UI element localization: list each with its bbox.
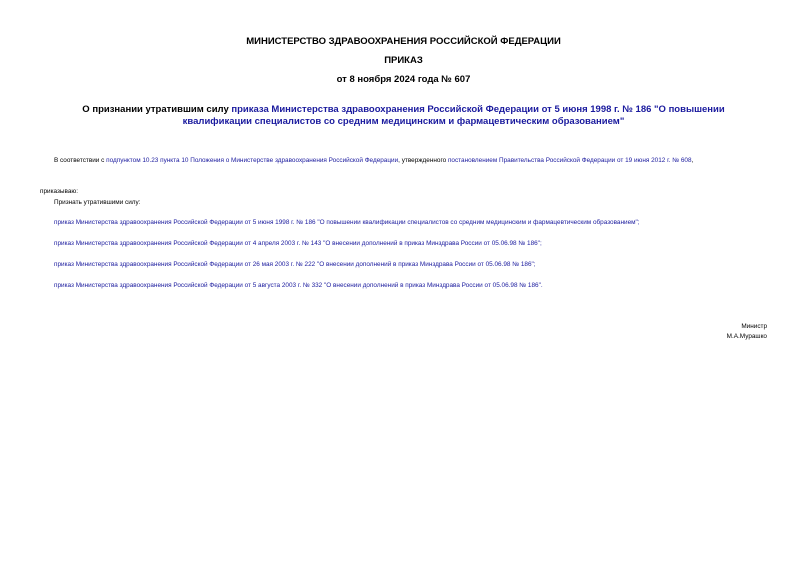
list-item xyxy=(40,218,784,227)
intro-link-decree[interactable]: постановлением Правительства Российской Федерации от 19 июня 2012 г. № 608 xyxy=(447,157,692,164)
doc-type: ПРИКАЗ xyxy=(384,55,423,66)
repealed-order-link-2[interactable]: приказ Министерства здравоохранения Российской Федерации от 4 апреля 2003 г. № 143 "О внесении дополнений в приказ Минздрава России от 05.06.98 № 186"; xyxy=(54,240,542,247)
title-prefix: О признании утратившим силу xyxy=(82,104,232,115)
list-item xyxy=(40,281,784,290)
intro-text-1: В соответствии с xyxy=(54,157,107,164)
repealed-order-link-3[interactable]: приказ Министерства здравоохранения Российской Федерации от 26 мая 2003 г. № 222 "О внесении дополнений в приказ Минздрава России от 05.06.98 № 186"; xyxy=(54,261,536,268)
list-item xyxy=(40,239,784,248)
intro-text-2: , утвержденного xyxy=(398,157,448,164)
repealed-order-link-1[interactable]: приказ Министерства здравоохранения Российской Федерации от 5 июня 1998 г. № 186 "О повышении квалификации специалистов со средним медицинским и фармацевтическим образованием"; xyxy=(54,219,640,226)
intro-link-regulation[interactable]: подпунктом 10.23 пункта 10 Положения о Министерстве здравоохранения Российской Федерации xyxy=(106,157,399,164)
intro-paragraph xyxy=(40,156,770,165)
date-number: от 8 ноября 2024 года № 607 xyxy=(336,74,471,85)
ministry-header: МИНИСТЕРСТВО ЗДРАВООХРАНЕНИЯ РОССИЙСКОЙ ФЕДЕРАЦИИ xyxy=(246,36,561,47)
signature-name: М.А.Мурашко xyxy=(726,333,767,340)
signature-position: Министр xyxy=(741,323,767,330)
repealed-order-link-4[interactable]: приказ Министерства здравоохранения Российской Федерации от 5 августа 2003 г. № 332 "О внесении дополнений в приказ Минздрава России от 05.06.98 № 186". xyxy=(54,282,543,289)
recognize-text: Признать утратившими силу: xyxy=(54,199,141,206)
title-link[interactable]: приказа Министерства здравоохранения Российской Федерации от 5 июня 1998 г. № 186 "О повышении квалификации специалистов со средним медицинским и фармацевтическим образованием" xyxy=(182,104,725,127)
intro-text-3: , xyxy=(691,157,694,164)
document-title xyxy=(60,104,747,128)
list-item xyxy=(40,260,784,269)
order-word: приказываю: xyxy=(40,188,78,195)
